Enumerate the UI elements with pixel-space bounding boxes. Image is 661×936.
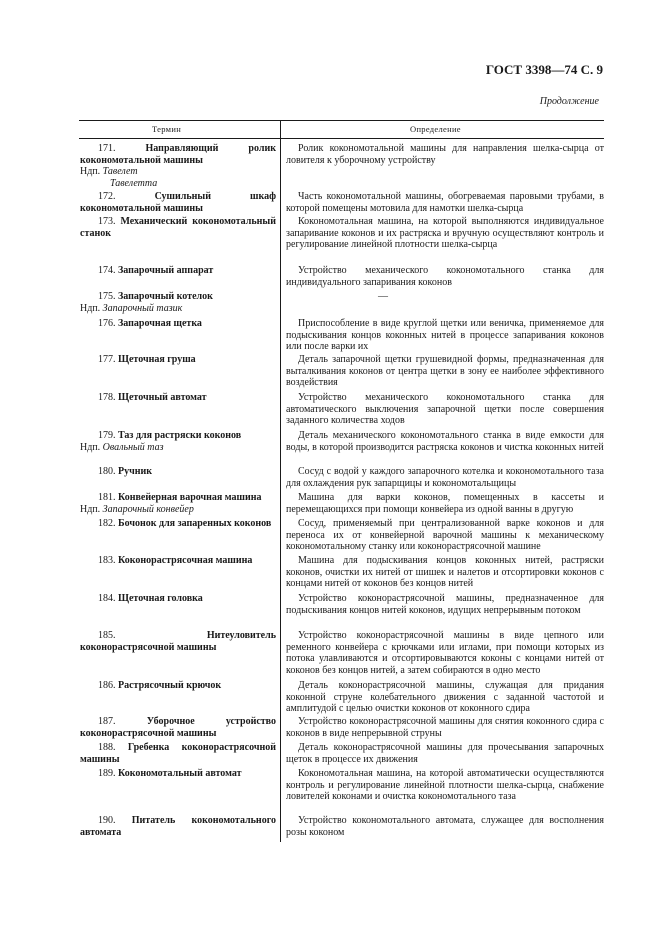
term-name: Запарочная щетка	[118, 318, 202, 329]
term-name: Коконорастрясочная машина	[118, 555, 253, 566]
definition-cell: Деталь механического кокономотального станка в виде емкости для воды, в которой производится растряска коконов и чистка коконных нитей	[286, 430, 604, 453]
term-name: Нитеуловитель коконорастрясочной машины	[80, 630, 276, 653]
term-number: 183.	[98, 555, 118, 566]
term-name: Питатель кокономотального автомата	[80, 815, 276, 838]
term-name: Механический кокономотальный станок	[80, 216, 276, 239]
term-number: 186.	[98, 680, 118, 691]
term-cell	[80, 466, 276, 478]
term-number: 182.	[98, 518, 118, 529]
term-name: Кокономотальный автомат	[118, 768, 242, 779]
term-cell	[80, 291, 276, 314]
definition-cell: Деталь коконорастрясочной машины, служащая для придания коконной струне колебательного движения с заданной частотой и амплитудой с целью очистки коконов от коконного сдира	[286, 680, 604, 715]
definition-cell: Устройство коконорастрясочной машины, предназначенное для подыскивания концов нитей коконов, идущих непрерывным потоком	[286, 593, 604, 616]
term-number: 187.	[98, 716, 147, 727]
term-name: Бочонок для запаренных коконов	[118, 518, 272, 529]
term-number: 181.	[98, 492, 118, 503]
term-nonstandard: Ндп. Овальный таз	[80, 441, 164, 453]
term-nonstandard: Тавелетта	[110, 178, 158, 190]
definition-cell: Часть кокономотальной машины, обогреваемая паровыми трубами, в которой помещены мотовила для намотки шелка-сырца	[286, 191, 604, 214]
term-cell	[80, 430, 276, 453]
definition-cell: Сосуд с водой у каждого запарочного котелка и кокономотального таза для охлаждения рук запарщицы и кокономотальщицы	[286, 466, 604, 489]
term-number: 184.	[98, 593, 118, 604]
definition-cell: Устройство коконорастрясочной машины для снятия коконного сдира с коконов в виде непрерывной струны	[286, 716, 604, 739]
definition-cell: —	[378, 291, 388, 302]
term-cell	[80, 555, 276, 567]
term-nonstandard: Ндп. Тавелет	[80, 166, 138, 178]
term-cell	[80, 716, 276, 739]
definition-cell: Кокономотальная машина, на которой автоматически осуществляются контроль и регулирование линейной плотности шелка-сырца, снабжение ловителей коконами и очистка кокономотального таза	[286, 768, 604, 803]
term-cell	[80, 265, 276, 277]
term-cell	[80, 143, 276, 190]
term-number: 174.	[98, 265, 118, 276]
term-name: Щеточная головка	[118, 593, 203, 604]
term-cell	[80, 392, 276, 404]
term-number: 185.	[98, 630, 207, 641]
term-number: 173.	[98, 216, 121, 227]
definition-cell: Машина для подыскивания концов коконных нитей, растряски коконов, очистки их нитей от шишек и налетов и отсортировки коконов с концами нитей от коконов без концов нитей	[286, 555, 604, 590]
term-name: Уборочное устройство коконорастрясочной машины	[80, 716, 277, 739]
term-name: Гребенка коконорастрясочной машины	[80, 742, 276, 765]
term-nonstandard: Ндп. Запарочный тазик	[80, 302, 183, 314]
term-cell	[80, 318, 276, 330]
term-number: 180.	[98, 466, 118, 477]
term-name: Таз для растряски коконов	[118, 430, 242, 441]
term-number: 179.	[98, 430, 118, 441]
definition-cell: Устройство кокономотального автомата, служащее для восполнения розы коконом	[286, 815, 604, 838]
term-name: Запарочный аппарат	[118, 265, 214, 276]
definition-cell: Деталь коконорастрясочной машины для прочесывания запарочных щеток в процессе их движения	[286, 742, 604, 765]
term-cell	[80, 354, 276, 366]
column-divider	[280, 120, 281, 842]
term-name: Запарочный котелок	[118, 291, 213, 302]
definition-cell: Приспособление в виде круглой щетки или веничка, применяемое для подыскивания концов коконных нитей в процессе запаривания коконов или после варки их	[286, 318, 604, 353]
definition-cell: Кокономотальная машина, на которой выполняются индивидуальное запаривание коконов и их растряска и вручную осуществляют контроль и регулирование линейной плотности шелка-сырца	[286, 216, 604, 251]
term-number: 190.	[98, 815, 132, 826]
term-cell	[80, 815, 276, 838]
page-header: ГОСТ 3398—74 С. 9	[485, 62, 603, 77]
term-number: 178.	[98, 392, 118, 403]
term-number: 175.	[98, 291, 118, 302]
term-name: Конвейерная варочная машина	[118, 492, 262, 503]
term-cell	[80, 191, 276, 214]
term-cell	[80, 492, 276, 515]
term-number: 176.	[98, 318, 118, 329]
term-cell	[80, 768, 276, 780]
term-number: 188.	[98, 742, 128, 753]
term-cell	[80, 680, 276, 692]
table-top-rule	[79, 120, 604, 121]
term-name: Щеточный автомат	[118, 392, 207, 403]
table-header-rule	[79, 138, 604, 139]
column-header-definition: Определение	[410, 124, 461, 134]
term-name: Растрясочный крючок	[118, 680, 222, 691]
definition-cell: Устройство механического кокономотального станка для индивидуального запаривания коконов	[286, 265, 604, 288]
definition-cell: Машина для варки коконов, помещенных в кассеты и перемещающихся при помощи конвейера из одной ванны в другую	[286, 492, 604, 515]
definition-cell: Устройство механического кокономотального станка для автоматического выключения запарочной щетки после совершения заданного количества ходов	[286, 392, 604, 427]
term-number: 171.	[98, 143, 146, 154]
term-number: 172.	[98, 191, 155, 202]
definition-cell: Деталь запарочной щетки грушевидной формы, предназначенная для выталкивания коконов от центра щетки в зону ее наиболее эффективного воздействия	[286, 354, 604, 389]
column-header-term: Термин	[152, 124, 182, 134]
term-name: Щеточная груша	[118, 354, 196, 365]
term-cell	[80, 593, 276, 605]
term-nonstandard: Ндп. Запарочный конвейер	[80, 503, 194, 515]
term-name: Ручник	[118, 466, 153, 477]
definition-cell: Сосуд, применяемый при централизованной варке коконов и для переноса их от конвейерной варочной машины к механическому кокономотальному станку или коконорастрясочной машине	[286, 518, 604, 553]
term-cell	[80, 216, 276, 239]
term-cell	[80, 518, 276, 530]
term-name: Направляющий ролик кокономотальной машины	[80, 143, 276, 166]
term-number: 189.	[98, 768, 118, 779]
term-cell	[80, 630, 276, 653]
term-cell	[80, 742, 276, 765]
definition-cell: Ролик кокономотальной машины для направления шелка-сырца от ловителя к уборочному устройству	[286, 143, 604, 166]
definition-cell: Устройство коконорастрясочной машины в виде цепного или ременного конвейера с крючками или иглами, при помощи которых из потока улавливаются и отсортировываются коконы с концами нитей от коконов без концов нитей, а затем собираются в одно место	[286, 630, 604, 677]
continued-label: Продолжение	[539, 96, 599, 107]
term-name: Сушильный шкаф кокономотальной машины	[80, 191, 276, 214]
term-number: 177.	[98, 354, 118, 365]
